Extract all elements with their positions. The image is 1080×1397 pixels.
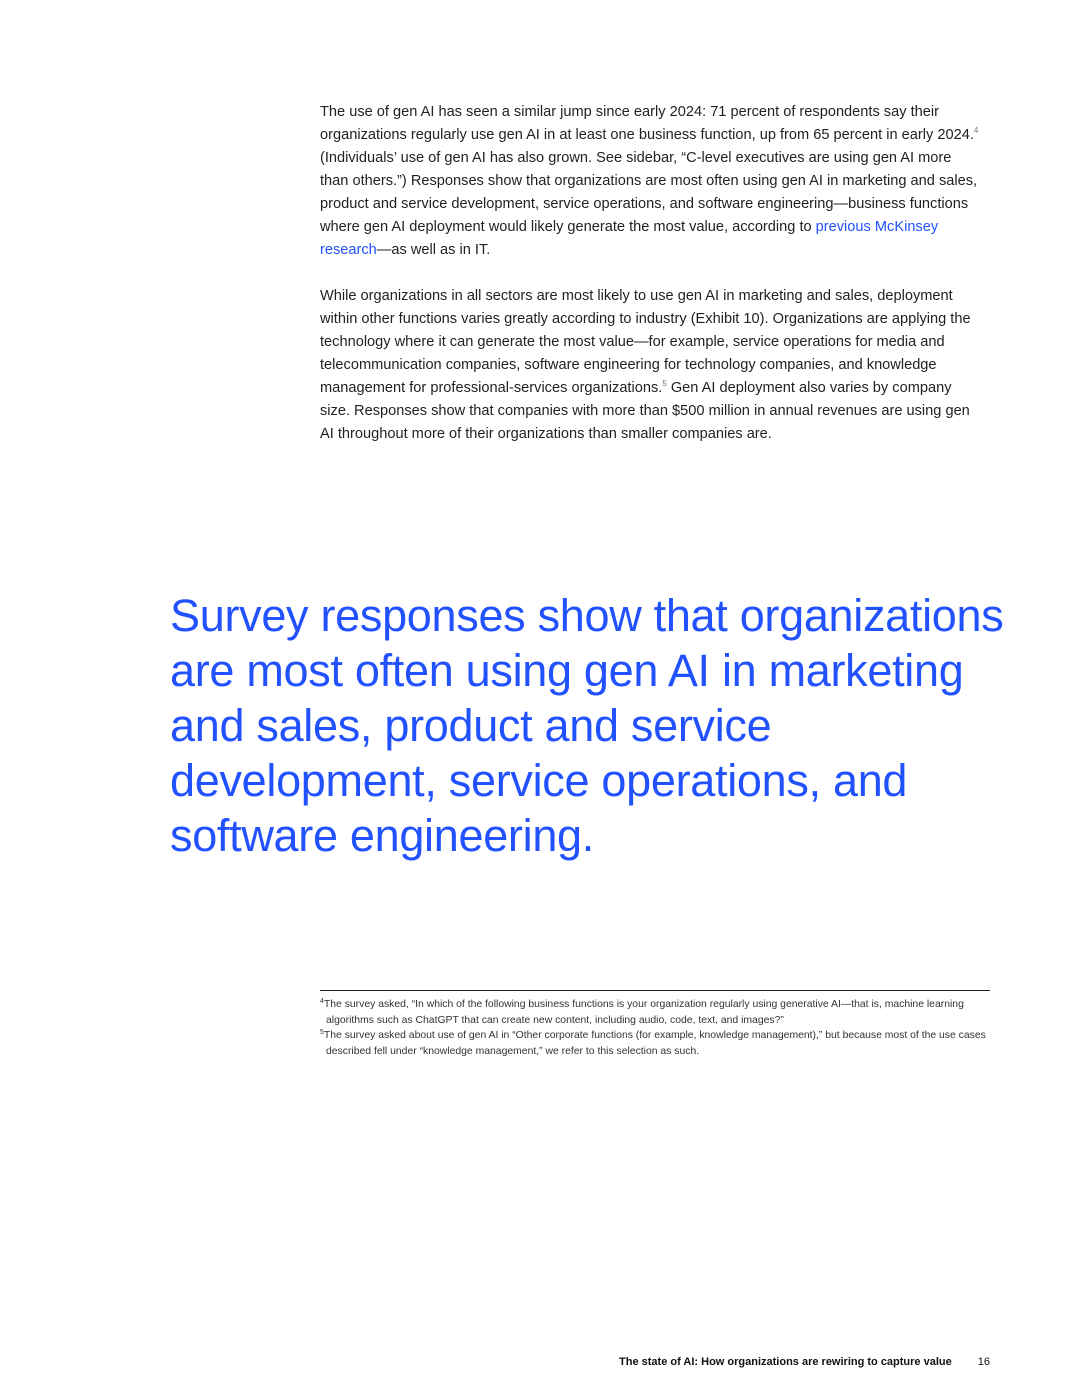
- footnote-5: [320, 1028, 990, 1059]
- footnote-ref-5[interactable]: 5: [662, 379, 667, 388]
- page-number: 16: [977, 1356, 990, 1368]
- footnote-4-number: 4: [320, 998, 324, 1005]
- page-footer: [320, 1356, 990, 1368]
- report-title: The state of AI: How organizations are rewiring to capture value: [619, 1356, 952, 1368]
- footnote-ref-4[interactable]: 4: [973, 126, 979, 135]
- paragraph-1-text-b: (Individuals’ use of gen AI has also grown. See sidebar, “C-level executives are using gen AI more than others.”) Responses show that organizations are most often using gen AI in marketing and sales, product and service development, service operations, and software engineering—business functions where gen AI deployment would likely generate the most value, according to: [320, 150, 978, 235]
- paragraph-1-text-a: The use of gen AI has seen a similar jump since early 2024: 71 percent of respondents say their organizations regularly use gen AI in at least one business function, up from 65 percent in early 2024.: [320, 104, 974, 143]
- footnote-5-text: The survey asked about use of gen AI in “Other corporate functions (for example, knowledge management),” but because most of the use cases described fell under “knowledge management,” we refer to this selection as such.: [323, 1030, 986, 1057]
- paragraph-1: [320, 101, 980, 262]
- paragraph-2: [320, 285, 980, 446]
- pull-quote: Survey responses show that organizations are most often using gen AI in marketing and sales, product and service development, service operations, and software engineering.: [170, 590, 1004, 861]
- footnote-5-number: 5: [320, 1029, 324, 1036]
- paragraph-2-text-a: While organizations in all sectors are most likely to use gen AI in marketing and sales, deployment within other functions varies greatly according to industry (Exhibit 10). Organizations are applying the technology where it can generate the most value—for example, service operations for media and telecommunication companies, software engineering for technology companies, and knowledge management for professional-services organizations.: [320, 288, 971, 396]
- footnote-4-text: The survey asked, “In which of the following business functions is your organization regularly using generative AI—that is, machine learning algorithms such as ChatGPT that can create new content, including audio, code, text, and images?”: [323, 999, 964, 1026]
- paragraph-1-text-c: —as well as in IT.: [376, 242, 491, 258]
- body-text: [320, 101, 980, 446]
- footnotes: [320, 990, 990, 1059]
- footnote-4: [320, 997, 990, 1028]
- paragraph-2-text-b: Gen AI deployment also varies by company size. Responses show that companies with more than $500 million in annual revenues are using gen AI throughout more of their organizations than smaller companies are.: [320, 380, 970, 442]
- previous-mckinsey-research-link[interactable]: previous McKinsey research: [320, 219, 939, 258]
